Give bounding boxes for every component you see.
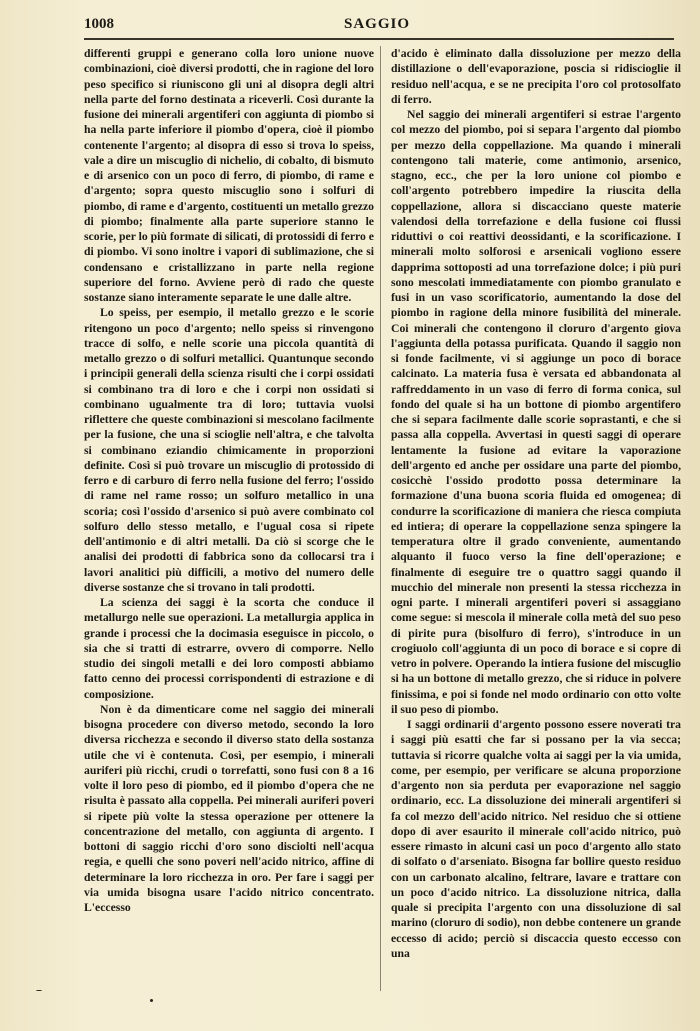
paragraph: I saggi ordinarii d'argento possono essere noverati tra i saggi più esatti che far si possano per la via secca; tuttavia si ricorre qualche volta ai saggi per la via umida, come, per esempio, per verificare se alcuna proporzione d'argento non sia perduta per evaporazione nel saggio ordinario, ecc. La dissoluzione dei minerali argentiferi si fa col mezzo dell'acido nitrico. Nel residuo che si ottiene dopo di aver esaurito il minerale coll'acido nitrico, può essere rimasto in alcuni casi un poco d'argento allo stato di solfato o d'arseniato. Bisogna far bollire questo residuo con un carbonato alcalino, feltrare, lavare e trattare con un poco d'acido nitrico. La dissoluzione nitrica, dalla quale si precipita l'argento con una dissoluzione di sal marino (cloruro di sodio), non debbe contenere un grande eccesso di acido; perciò si discaccia questo eccesso con una	[391, 718, 681, 960]
page-number: 1008	[84, 16, 114, 32]
left-column	[84, 46, 374, 915]
page-header	[84, 14, 674, 36]
paragraph: Non è da dimenticare come nel saggio dei minerali bisogna procedere con diverso metodo, secondo la loro diversa ricchezza e secondo il diverso stato della sostanza utile che vi è contenuta. Così, per esempio, i minerali auriferi più ricchi, crudi o torrefatti, sono fusi con 8 a 16 volte il loro peso di piombo, ed il piombo d'opera che ne risulta è passato alla coppella. Pei minerali auriferi poveri si ripete più volte la stessa operazione per ottenere la concentrazione del metallo, con aggiunta di argento. I bottoni di saggio ricchi d'oro sono disciolti nell'acqua regia, e quelli che sono poveri nell'acido nitrico, affine di determinare la loro ricchezza in oro. Per fare i saggi per via umida bisogna usare l'acido nitrico concentrato. L'eccesso	[84, 702, 374, 914]
right-column	[391, 46, 681, 961]
paragraph: d'acido è eliminato dalla dissoluzione per mezzo della distillazione o dell'evaporazione, poscia si ridiscioglie il residuo nell'acqua, e se ne precipita l'oro col protosolfato di ferro.	[391, 47, 681, 106]
header-rule	[84, 38, 674, 40]
paragraph: differenti gruppi e generano colla loro unione nuove combinazioni, cioè diversi prodotti, che in ragione del loro peso specifico si riuniscono gli uni al disopra degli altri nella parte del forno destinata a riceverli. Così durante la fusione dei minerali argentiferi con aggiunta di piombo si ha nella parte inferiore il piombo d'opera, cioè il piombo contenente l'argento; al disopra di esso si trova lo speiss, vale a dire un miscuglio di nichelio, di cobalto, di bismuto e di arsenico con un poco di ferro, di piombo, di rame e d'argento; sopra questo miscuglio sono i solfuri di piombo, di rame e d'argento, costituenti un metallo grezzo di piombo; finalmente alla parte superiore stanno le scorie, per lo più formate di silicati, di protossidi di ferro e di piombo. Vi sono inoltre i vapori di sublimazione, che si condensano e cristallizzano in parte nella regione superiore del forno. Avviene però di rado che queste sostanze siano interamente separate le une dalle altre.	[84, 47, 374, 304]
column-divider	[380, 46, 381, 991]
running-title: SAGGIO	[344, 16, 411, 32]
paragraph: Nel saggio dei minerali argentiferi si estrae l'argento col mezzo del piombo, poi si separa l'argento dal piombo per mezzo della coppellazione. Ma quando i minerali contengono tali materie, come antimonio, arsenico, stagno, ecc., che per la loro unione col piombo e coll'argento potrebbero impedire la riuscita della coppellazione, allora si discacciano queste materie valendosi della torrefazione e della fusione coi flussi riduttivi o coi reattivi deossidanti, e la scorificazione. I minerali molto solforosi e arsenicali vogliono essere dapprima sottoposti ad una torrefazione dolce; i più puri sono mescolati immediatamente con piombo granulato e fusi in un vaso scorificatorio, aumentando la dose del piombo in ragione della minore fusibilità del minerale. Coi minerali che contengono il cloruro d'argento giova l'aggiunta della potassa purificata. Quando il saggio non si fonde facilmente, vi si aggiunge un poco di borace calcinato. La materia fusa è versata ed abbandonata al raffreddamento in un vaso di ferro di forma conica, sul fondo del quale si ha un bottone di piombo argentifero che si separa facilmente dalle scorie soprastanti, e che si passa alla coppella. Avvertasi in questi saggi di operare lentamente la fusione ad evitare la vaporazione dell'argento ed anche per ossidare una parte del piombo, cosicchè l'ossido prodotto possa determinare la formazione d'una buona scoria fluida ed omogenea; di condurre la scorificazione di maniera che riesca compiuta ed intiera; di operare la coppellazione senza spingere la temperatura oltre il grado conveniente, aumentando alquanto il fuoco verso la fine dell'operazione; e finalmente di eseguire tre o quattro saggi quando il mucchio del minerale non presenti la stessa ricchezza in ogni parte. I minerali argentiferi poveri si assaggiano come segue: si mescola il minerale colla metà del suo peso di pirite pura (bisolfuro di ferro), s'introduce in un crogiuolo coll'aggiunta di un poco di borace e si copre di vetro in polvere. Operando la intiera fusione del miscuglio si ha un bottone di metallo grezzo, che si riduce in polvere finissima, e poi si fonde nel modo ordinario con otto volte il suo peso di piombo.	[391, 108, 681, 716]
ink-speck	[36, 990, 42, 991]
ink-speck	[150, 999, 153, 1002]
paragraph: Lo speiss, per esempio, il metallo grezzo e le scorie ritengono un poco d'argento; nello speiss si rinvengono tracce di solfo, e nelle scorie una piccola quantità di metallo grezzo o di solfuri metallici. Quantunque secondo i principii generali della scienza risulti che i corpi ossidati si combinano tra di loro e che i corpi non ossidati si combinano ugualmente tra di loro; tuttavia vuolsi riflettere che queste combinazioni si mescolano facilmente per la fusione, che una si scioglie nell'altra, e che talvolta si combinano eziandio chimicamente in proporzioni definite. Così si può trovare un miscuglio di protossido di ferro e di carburo di ferro nella fusione del ferro; l'ossido di rame nel rame rosso; un solfuro metallico in una scoria; così l'ossido d'arsenico si può avere combinato col solfuro dello stesso metallo, e l'ugual cosa si ripete dell'antimonio e di altri metalli. Da ciò si scorge che le analisi dei prodotti di fabbrica sono da collocarsi tra i lavori analitici più difficili, a motivo del numero delle diverse sostanze che si trovano in tali prodotti.	[84, 306, 374, 594]
paragraph: La scienza dei saggi è la scorta che conduce il metallurgo nelle sue operazioni. La metallurgia applica in grande i processi che la docimasia eseguisce in piccolo, o sia che si tratti di estrarre, ovvero di comporre. Nello studio dei singoli metalli e dei loro composti abbiamo fatto cenno dei processi corrispondenti di estrazione e di composizione.	[84, 596, 374, 701]
